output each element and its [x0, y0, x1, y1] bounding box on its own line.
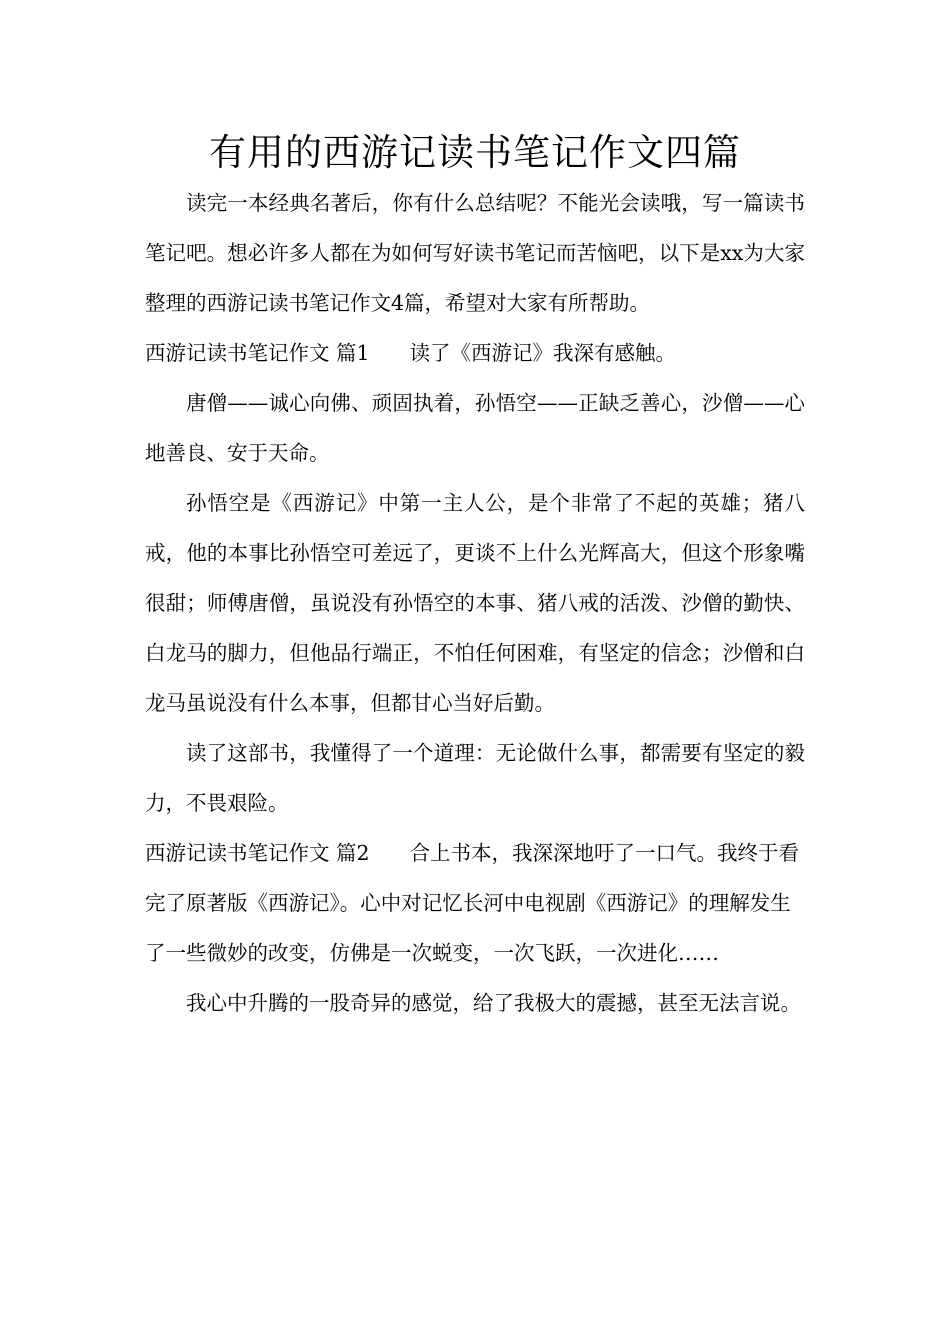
document-body [145, 178, 805, 1028]
section-1-head [145, 328, 805, 378]
document-title: 有用的西游记读书笔记作文四篇 [209, 131, 741, 174]
section-1-lead: 读了《西游记》我深有感触。 [409, 341, 677, 365]
section-1-heading: 西游记读书笔记作文 篇1 [145, 341, 370, 365]
section-1-paragraph-2: 孙悟空是《西游记》中第一主人公，是个非常了不起的英雄；猪八戒，他的本事比孙悟空可差远了，更谈不上什么光辉高大，但这个形象嘴很甜；师傅唐僧，虽说没有孙悟空的本事、猪八戒的活泼、沙僧的勤快、白龙马的脚力，但他品行端正，不怕任何困难，有坚定的信念；沙僧和白龙马虽说没有什么本事，但都甘心当好后勤。 [145, 491, 805, 715]
section-2-heading: 西游记读书笔记作文 篇2 [145, 841, 370, 865]
section-1-paragraph-3: 读了这部书，我懂得了一个道理：无论做什么事，都需要有坚定的毅力，不畏艰险。 [145, 741, 805, 815]
section-2-head [145, 828, 805, 978]
section-2-lead: 合上书本，我深深地吁了一口气。我终于看完了原著版《西游记》。心中对记忆长河中电视剧《西游记》的理解发生了一些微妙的改变，仿佛是一次蜕变，一次飞跃，一次进化…… [145, 841, 800, 965]
intro-paragraph: 读完一本经典名著后，你有什么总结呢？不能光会读哦，写一篇读书笔记吧。想必许多人都在为如何写好读书笔记而苦恼吧，以下是xx为大家整理的西游记读书笔记作文4篇，希望对大家有所帮助。 [145, 191, 805, 315]
section-1-paragraph-1: 唐僧——诚心向佛、顽固执着，孙悟空——正缺乏善心，沙僧——心地善良、安于天命。 [145, 391, 805, 465]
section-2-paragraph-1: 我心中升腾的一股奇异的感觉，给了我极大的震撼，甚至无法言说。 [186, 991, 801, 1015]
